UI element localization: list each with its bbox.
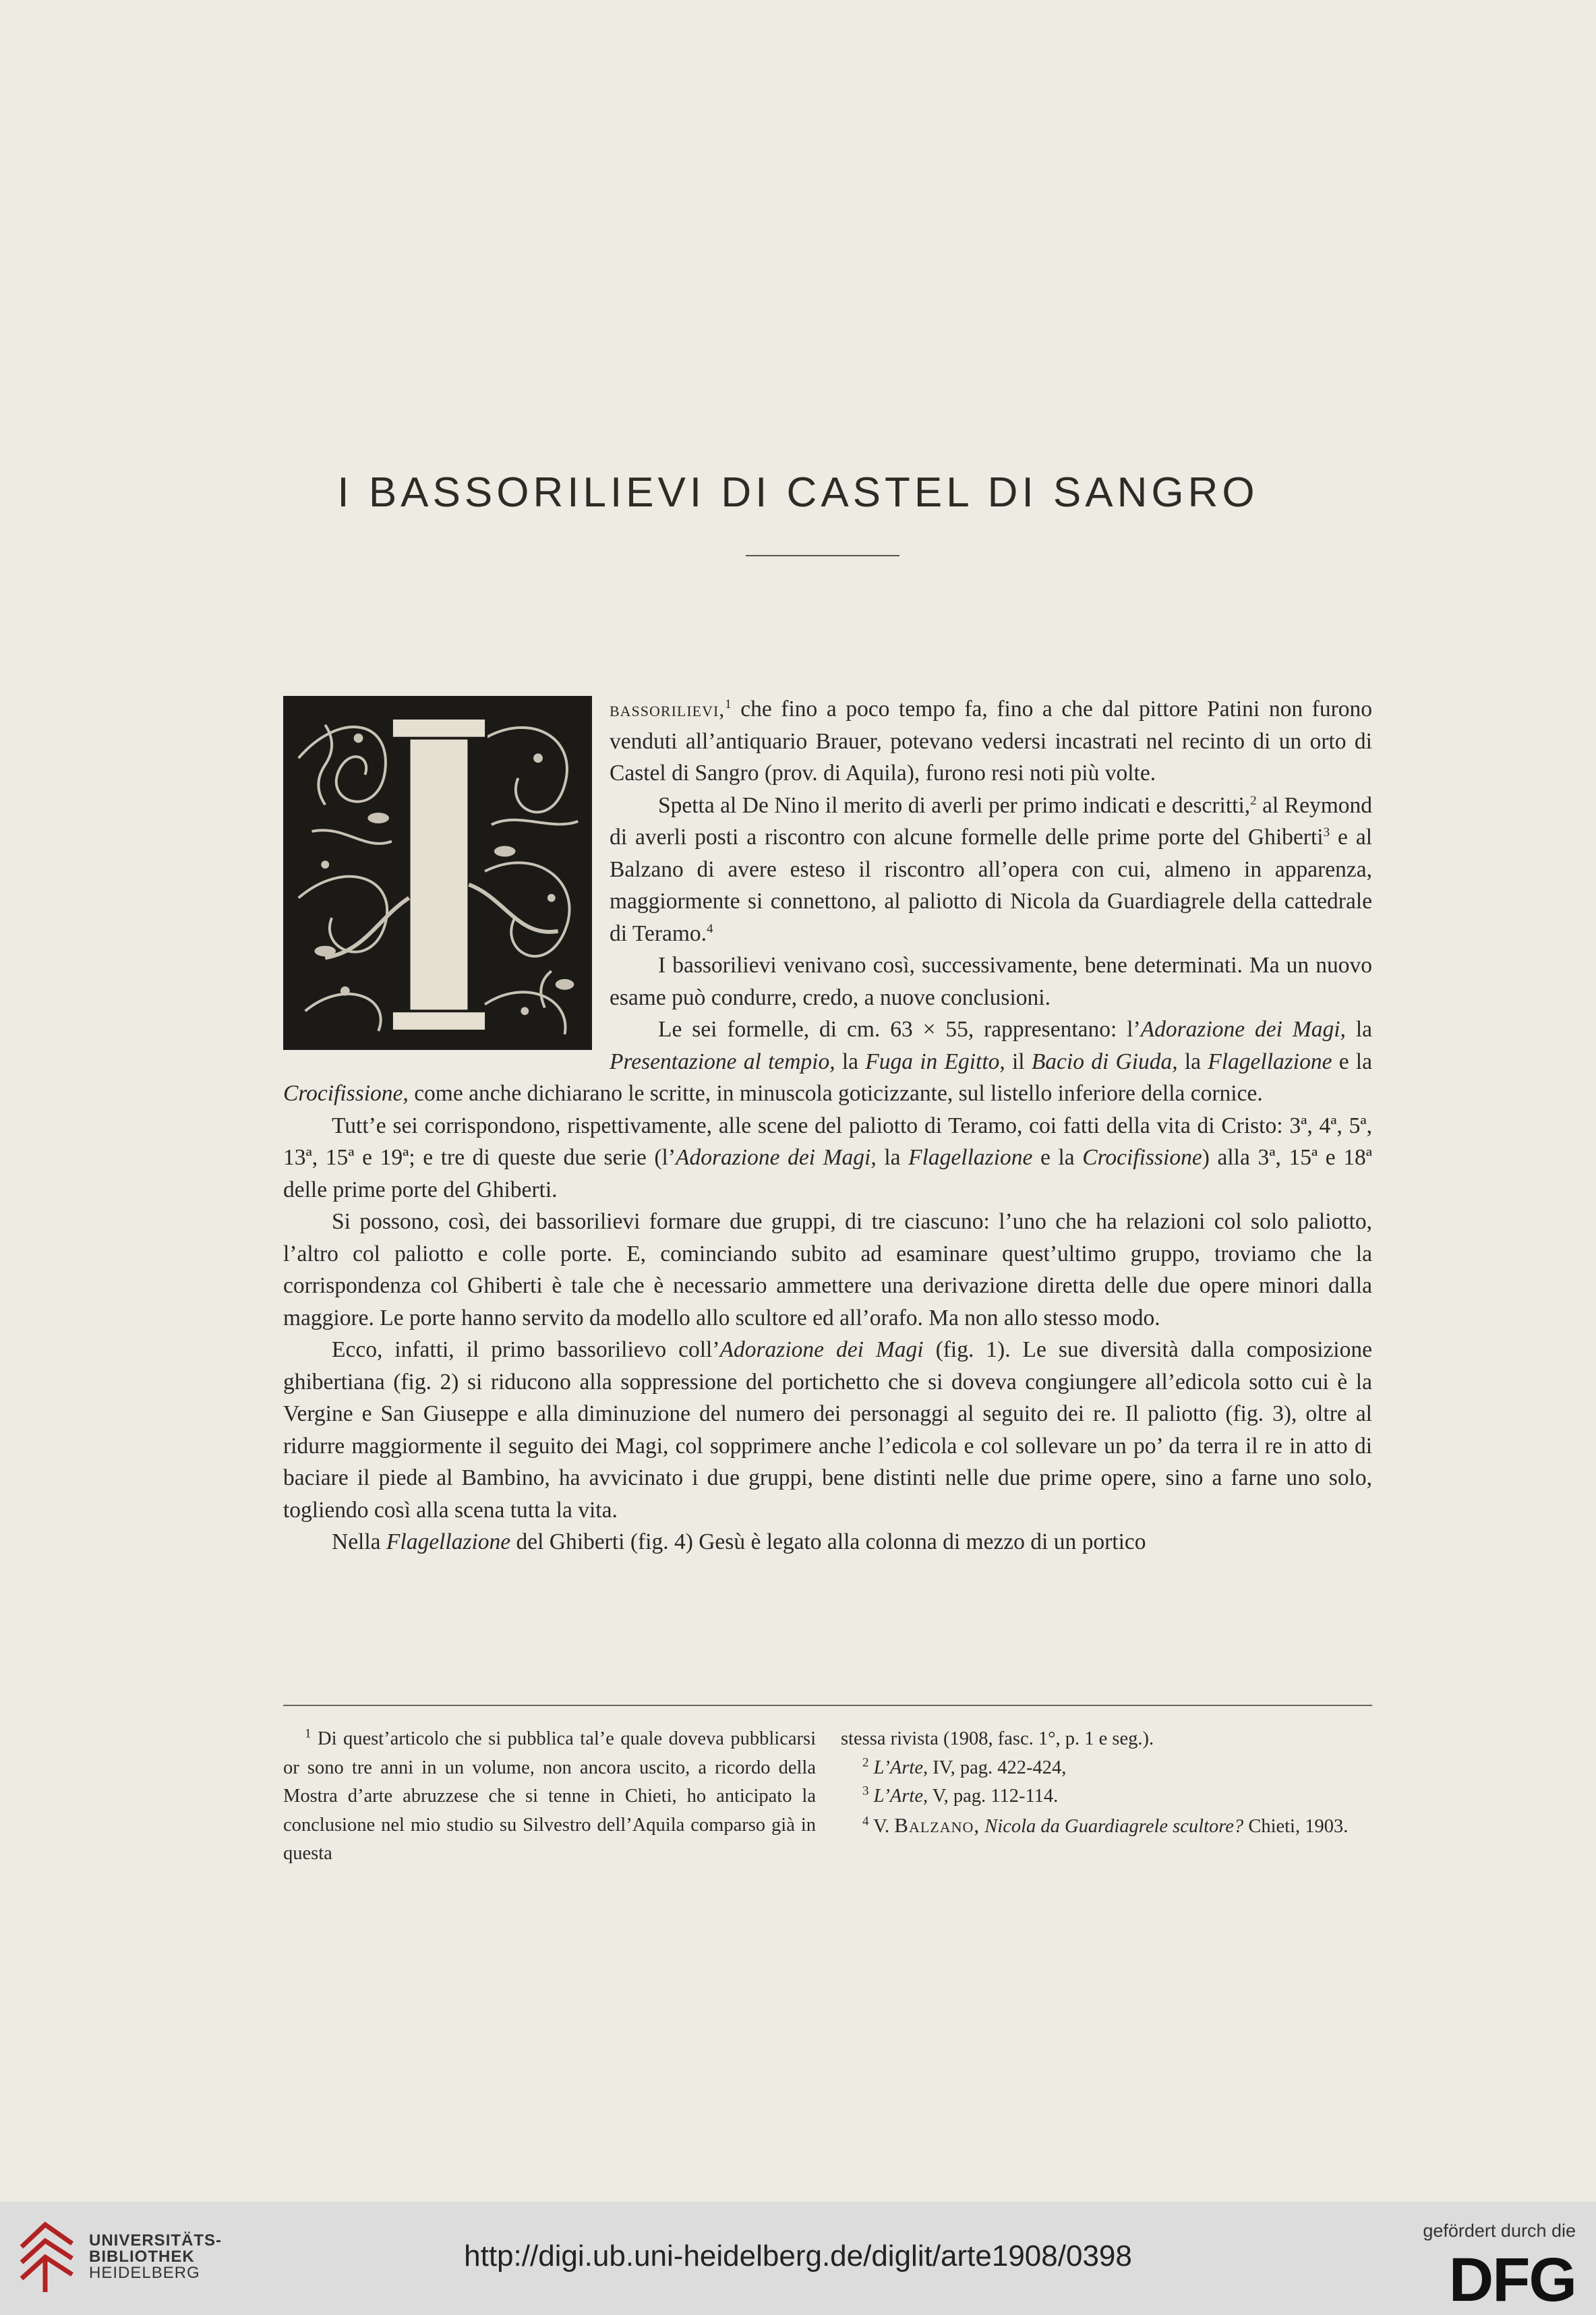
p5-c: e la — [1032, 1145, 1083, 1170]
paragraph-6: Si possono, così, dei bassorilievi formare due gruppi, di tre ciascuno: l’uno che ha relazioni col solo paliotto, l’altro col paliotto e colle porte. E, cominciando subito ad esaminare quest’ultimo gruppo, troviamo che la corrispondenza col Ghiberti è tale che è necessario ammettere una derivazione diretta delle due opere minori dalla maggiore. Le porte hanno servito da modello allo scultore ed all’orafo. Ma non allo stesso modo. — [283, 1209, 1372, 1330]
footnotes-right-column — [841, 1725, 1373, 1841]
footnote-4-place: Chieti, 1903. — [1243, 1815, 1349, 1837]
dfg-logo[interactable]: DFG — [1448, 2246, 1576, 2314]
footnote-3-number: 3 — [862, 1784, 869, 1798]
footnote-1 — [283, 1725, 816, 1869]
paragraph-7 — [283, 1334, 1372, 1526]
article-body — [283, 693, 1372, 1558]
p4-e: la — [1177, 1049, 1208, 1074]
p4-d: il — [1005, 1049, 1032, 1074]
document-url-link[interactable]: http://digi.ub.uni-heidelberg.de/diglit/arte1908/0398 — [464, 2239, 1132, 2273]
footnote-ref-1[interactable]: 1 — [725, 697, 732, 711]
p8-b: del Ghiberti (fig. 4) Gesù è legato alla colonna di mezzo di un portico — [510, 1529, 1146, 1554]
p4-title-crocifissione: Crocifissione, — [283, 1081, 409, 1106]
p5-title-crocifissione: Crocifissione — [1082, 1145, 1202, 1170]
p5-b: la — [876, 1145, 909, 1170]
footnote-ref-3[interactable]: 3 — [1323, 825, 1330, 840]
paragraph-2-text-b: al Reymond di averli posti a riscontro con alcune formelle delle prime porte del Ghiberti — [610, 792, 1373, 850]
footnote-3 — [841, 1782, 1373, 1811]
sponsor-caption: gefördert durch die — [1423, 2221, 1576, 2241]
footnote-1-continued: stessa rivista (1908, fasc. 1°, p. 1 e seg.). — [841, 1728, 1154, 1749]
footnote-4-title: Nicola da Guardiagrele scultore? — [984, 1815, 1244, 1837]
paragraph-2-text-a: Spetta al De Nino il merito di averli per primo indicati e descritti, — [658, 792, 1251, 818]
paragraph-1 — [283, 693, 1372, 790]
p7-title-adorazione: Adorazione dei Magi — [719, 1337, 924, 1362]
p4-title-bacio: Bacio di Giuda, — [1031, 1049, 1178, 1074]
title-rule — [746, 555, 899, 556]
footnote-1-text: Di quest’articolo che si pubblica tal’e quale doveva pubblicarsi or sono tre anni in un volume, non ancora uscito, a ricordo della Mostra d’arte abruzzese che si tenne in Chieti, ho anticipato la conclusione nel mio studio su Silvestro dell’Aquila comparso già in questa — [283, 1728, 816, 1864]
footnote-ref-4[interactable]: 4 — [707, 921, 713, 936]
footnote-2-number: 2 — [862, 1755, 869, 1769]
footnote-4 — [841, 1811, 1373, 1842]
p4-c: la — [835, 1049, 866, 1074]
footnote-2 — [841, 1754, 1373, 1783]
p5-a: Tutt’e sei corrispondono, rispettivamente, alle scene del paliotto di Teramo, coi fatti della vita di Cristo: 3ª, 4ª, 5ª, 13ª, 15ª e 19ª; e tre di queste due serie (l’ — [283, 1113, 1372, 1170]
logo-line-1: UNIVERSITÄTS- — [89, 2231, 223, 2250]
p7-b: (fig. 1). Le sue diversità dalla composizione ghibertiana (fig. 2) si riducono alla soppressione del portichetto che si doveva congiungere all’edicola sotto cui è la Vergine e San Giuseppe e alla diminuzione del numero dei personaggi al seguito dei re. Il paliotto (fig. 3), oltre al ridurre maggiormente il seguito dei Magi, col sopprimere anche l’edicola e col sollevare un po’ da terra il re in atto di baciare il piede al Bambino, ha avvicinato i due gruppi, bene distinti nelle due prime opere, sino a farne uno solo, togliendo così alla scena tutta la vita. — [283, 1337, 1372, 1523]
footnote-1-number: 1 — [305, 1726, 312, 1741]
p4-title-adorazione: Adorazione dei Magi, — [1140, 1017, 1346, 1042]
footnote-divider — [283, 1705, 1372, 1706]
paragraph-2-text-c: e al Balzano di avere esteso il riscontro all’opera con cui, almeno in apparenza, maggiormente si connettono, al paliotto di Nicola da Guardiagrele della cattedrale di Teramo. — [610, 825, 1373, 946]
p5-d: ) alla 3ª, 15ª e 18ª delle prime porte del Ghiberti. — [283, 1145, 1373, 1202]
footnote-ref-2[interactable]: 2 — [1250, 793, 1257, 808]
footnote-2-journal: L’Arte, — [873, 1757, 928, 1778]
digitization-footer — [0, 2202, 1596, 2315]
p4-g: come anche dichiarano le scritte, in minuscola goticizzante, sul listello inferiore della cornice. — [408, 1081, 1263, 1106]
decorated-initial-i — [283, 696, 592, 1050]
page-title: I BASSORILIEVI DI CASTEL DI SANGRO — [337, 469, 1259, 516]
footnote-4-author: Balzano, — [894, 1813, 980, 1837]
paragraph-8 — [283, 1526, 1372, 1558]
lead-word: bassorilievi, — [610, 697, 726, 721]
footnote-4-prefix: V. — [868, 1815, 895, 1837]
p7-a: Ecco, infatti, il primo bassorilievo coll’ — [332, 1337, 720, 1362]
footnote-4-number: 4 — [862, 1814, 869, 1828]
paragraph-3: I bassorilievi venivano così, successivamente, bene determinati. Ma un nuovo esame può condurre, credo, a nuove conclusioni. — [610, 953, 1372, 1010]
footnote-3-text: V, pag. 112-114. — [928, 1786, 1059, 1807]
logo-line-3: HEIDELBERG — [89, 2264, 200, 2282]
paragraph-5 — [283, 1110, 1372, 1206]
logo-line-2: BIBLIOTHEK — [89, 2248, 195, 2266]
footnote-2-text: IV, pag. 422-424, — [928, 1757, 1067, 1778]
p5-title-flagellazione: Flagellazione — [908, 1145, 1033, 1170]
p4-title-flagellazione: Flagellazione — [1208, 1049, 1332, 1074]
p4-b: la — [1345, 1017, 1373, 1042]
p4-title-fuga: Fuga in Egitto, — [865, 1049, 1005, 1074]
p4-title-presentazione: Presentazione al tempio, — [610, 1049, 835, 1074]
paragraph-1-text: che fino a poco tempo fa, fino a che dal pittore Patini non furono venduti all’antiquario Brauer, potevano vedersi incastrati nel recinto di un orto di Castel di Sangro (prov. di Aquila), furono resi noti più volte. — [610, 697, 1372, 786]
p8-title-flagellazione: Flagellazione — [386, 1529, 511, 1554]
p8-a: Nella — [332, 1529, 386, 1554]
floral-initial-image — [285, 698, 590, 1048]
footnote-3-journal: L’Arte, — [873, 1786, 928, 1807]
p5-title-adorazione: Adorazione dei Magi, — [676, 1145, 877, 1170]
p4-a: Le sei formelle, di cm. 63 × 55, rappresentano: l’ — [658, 1017, 1141, 1042]
footnotes-left-column — [283, 1725, 816, 1869]
p4-f: e la — [1332, 1049, 1372, 1074]
